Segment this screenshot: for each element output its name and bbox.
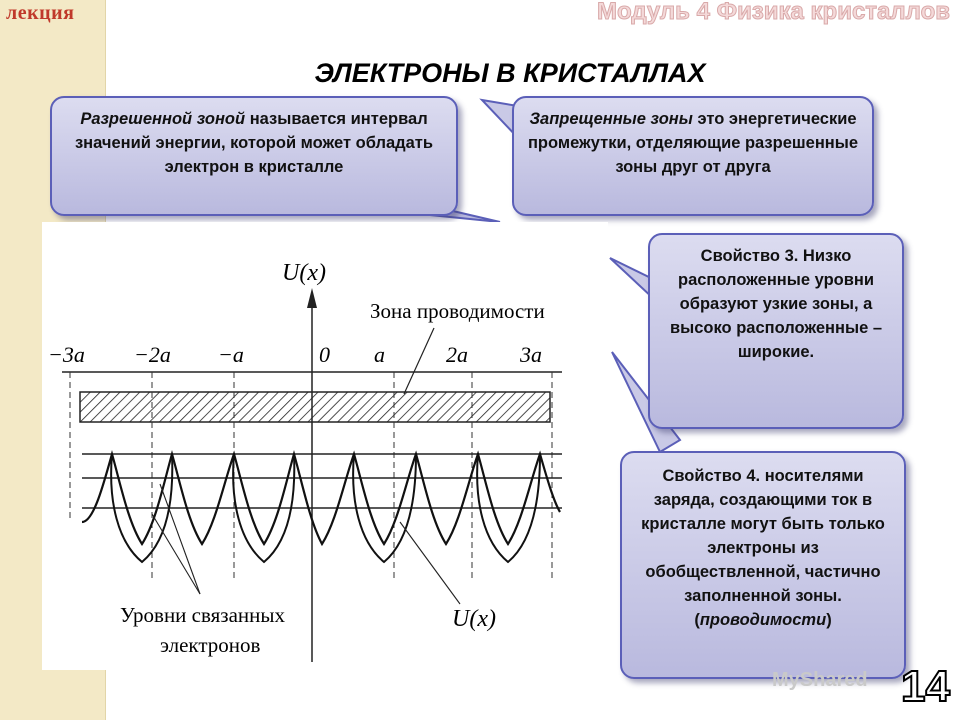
allowed-zone-callout bbox=[50, 96, 458, 216]
forbidden-zone-term: Запрещенные зоны bbox=[529, 110, 693, 128]
property-4-text: Свойство 4. носителями заряда, создающими ток в кристалле могут быть только электроны из обобществленной, частично заполненной зоны. ( bbox=[641, 467, 885, 629]
property-4-callout bbox=[620, 451, 906, 679]
tick-label: 0 bbox=[319, 342, 330, 367]
forbidden-zone-callout bbox=[512, 96, 874, 216]
property-3-callout bbox=[648, 233, 904, 429]
band-diagram bbox=[42, 222, 608, 670]
watermark: MyShared bbox=[772, 669, 868, 691]
property-4-term: проводимости bbox=[699, 610, 827, 629]
slide-title: ЭЛЕКТРОНЫ В КРИСТАЛЛАХ bbox=[314, 58, 706, 88]
bound-levels-label-1: Уровни связанных bbox=[120, 603, 285, 627]
conduction-band-label: Зона проводимости bbox=[370, 299, 545, 323]
axis-label-top: U(x) bbox=[282, 260, 326, 286]
property-3-text: Свойство 3. Низко расположенные уровни образуют узкие зоны, а высоко расположенные – широкие. bbox=[670, 247, 883, 361]
allowed-zone-term: Разрешенной зоной bbox=[80, 110, 246, 128]
bound-levels-label-2: электронов bbox=[160, 633, 261, 657]
conduction-band bbox=[80, 392, 550, 422]
tick-label: −2a bbox=[134, 342, 171, 367]
tick-label: 2a bbox=[446, 342, 468, 367]
potential-curve bbox=[82, 454, 560, 544]
tick-label: −3a bbox=[48, 342, 85, 367]
band-diagram-svg bbox=[42, 222, 608, 670]
module-title: Модуль 4 Физика кристаллов bbox=[597, 0, 950, 25]
tick-label: a bbox=[374, 342, 385, 367]
potential-label: U(x) bbox=[452, 606, 496, 632]
forbidden-zone-text: это энергетические промежутки, отделяющие разрешенные зоны друг от друга bbox=[527, 110, 859, 176]
lecture-tag: лекция bbox=[6, 2, 75, 24]
page-number: 14 bbox=[901, 662, 950, 711]
tick-label: 3a bbox=[520, 342, 542, 367]
tick-label: −a bbox=[218, 342, 244, 367]
allowed-zone-text: называется интервал значений энергии, которой может обладать электрон в кристалле bbox=[74, 110, 434, 176]
property-4-suffix: ) bbox=[826, 610, 832, 629]
